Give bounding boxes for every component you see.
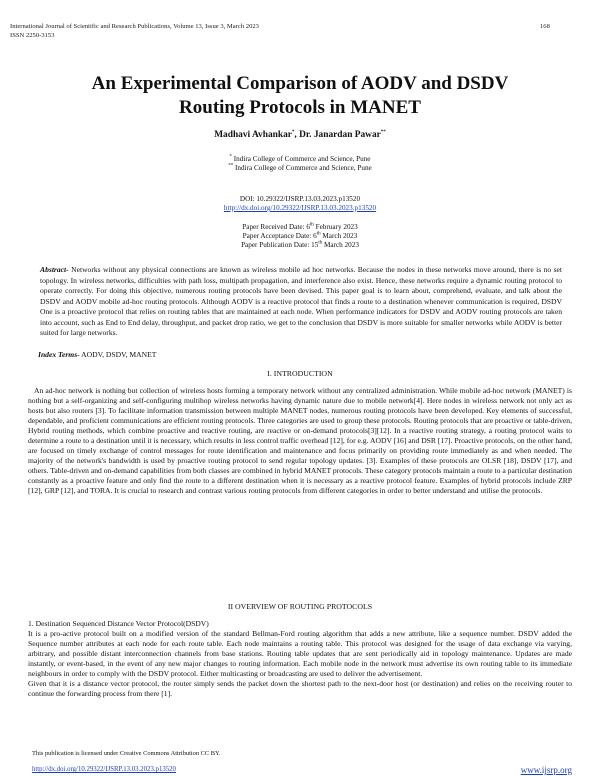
affiliation-1-mark: * xyxy=(229,154,232,160)
index-terms-label: Index Terms xyxy=(38,350,78,359)
paper-title xyxy=(0,72,600,120)
footer-doi-link[interactable]: http://dx.doi.org/10.29322/IJSRP.13.03.2023.p13520 xyxy=(32,766,176,773)
author-2: Dr. Janardan Pawar xyxy=(299,130,381,140)
section-heading-introduction: I. INTRODUCTION xyxy=(267,369,333,378)
date-received-rest: February 2023 xyxy=(313,223,358,231)
doi-link[interactable]: http://dx.doi.org/10.29322/IJSRP.13.03.2023.p13520 xyxy=(223,204,377,212)
date-published-label: Paper Publication Date: 15 xyxy=(241,241,319,249)
abstract-label: Abstract- xyxy=(40,265,69,274)
doi-label: DOI: 10.29322/IJSRP.13.03.2023.p13520 xyxy=(239,195,361,203)
dsdv-paragraph-1: It is a pro-active protocol built on a modified version of the standard Bellman-Ford routing algorithm that adds a new attribute, like a sequence number. DSDV added the Sequence number attributes at each node for each route table. Each node maintains a routing table. This protocol was designed for the usage of data exchange via varying, arbitrary, and possible distant interconnection channels from base stations. Routing table updates that are sent periodically aid in topology maintenance. Updates are made instantly, or event-based, in the event of any new major changes to routing information. Each mobile node in the network must advertise its own routing table to its immediate neighbours in order to comply with the DSDV protocol. Either multicasting or broadcasting are used to deliver the advertisement. xyxy=(28,629,572,678)
date-accepted-label: Paper Acceptance Date: 6 xyxy=(242,232,317,240)
abstract xyxy=(40,265,562,339)
affiliation-2-text: Indira College of Commerce and Science, Pune xyxy=(233,164,372,172)
introduction-paragraph: An ad-hoc network is nothing but collection of wireless hosts forming a temporary network without any centralized administration. While mobile ad-hoc network (MANET) is nothing but a self-organizing and self-configuring multihop wireless networks having dynamic nature due to mobile network[4]. Here nodes in wireless network not only act as hosts but also routers [3]. To facilitate information transmission between multiple MANET nodes, numerous routing protocols have been developed. Key elements of successful, dependable, and proficient communications are efficient routing protocols. Three categories are used to group these protocols. Routing protocols that are proactive or table-driven, Hybrid routing methods, which combine proactive and reactive routing, are reactive or on-demand protocols[3][12]. In a reactive routing strategy, a routing protocol waits to determine a route to a destination until it is necessary, which results in less control traffic overhead [12], for e.g. AODV [16] and DSR [17]. Proactive protocols, on the other hand, are focused on timely exchange of control messages for route identification and maintenance and focus primarily on providing route immediately as and when needed. The majority of the network's bandwidth is used by proactive routing protocol to send regular topology updates. [3]. Examples of these protocols are OLSR [18], DSDV [17], and others. Table-driven and on-demand capabilities from both classes are combined in hybrid MANET protocols. These category protocols maintain a route to a particular destination constantly as a proactive feature and only find the route to a different destination when it is necessary as a reactive protocol feature. Examples of hybrid protocols include ZRP [12], GRP [12], and TORA. It is crucial to research and contrast various routing protocols from different categories in order to better understand and utilise the protocols. xyxy=(28,386,572,495)
issn: ISSN 2250-3153 xyxy=(10,32,55,39)
authors xyxy=(0,130,600,140)
footer-site-link[interactable]: www.ijsrp.org xyxy=(520,765,572,775)
license-note: This publication is licensed under Creative Commons Attribution CC BY. xyxy=(32,750,221,757)
dsdv-paragraph-2: Given that it is a distance vector protocol, the router simply sends the packet down the shortest path to the next-door host (or destination) and relies on the receiving router to continue the forwarding process from there [1]. xyxy=(28,679,572,698)
author-1-mark: * xyxy=(291,129,295,135)
doi-link-wrap xyxy=(0,204,600,213)
dsdv-section xyxy=(28,619,572,699)
date-accepted-rest: March 2023 xyxy=(320,232,358,240)
author-separator: , xyxy=(294,130,300,140)
date-received-sup: th xyxy=(309,222,314,228)
date-accepted-sup: th xyxy=(316,231,321,237)
abstract-text: Networks without any physical connections are known as wireless mobile ad hoc networks. Because the nodes in these networks move around, there is no set topology. In wireless networks, difficulties with path loss, multipath propagation, and interference also exist. Hence, these networks require a dynamic routing protocol to operate correctly. For doing this objective, numerous routing protocols have been devised. This paper goal is to learn about, comprehend, evaluate, and talk about the DSDV and AODV mobile ad-hoc routing protocols. Although AODV is a reactive protocol that finds a route to a destination whenever communication is required, DSDV One is a proactive protocol that relies on routing tables that are maintained at each node. When performance indicators for DSDV and AODV routing protocols are taken into account, such as End to End delay, throughput, and packet drop ratio, we get to the conclusion that DSDV is more suitable for smaller networks while AODV is better suited for large networks. xyxy=(40,265,562,337)
date-published-rest: March 2023 xyxy=(322,241,359,249)
title-line-1: An Experimental Comparison of AODV and DSDV xyxy=(91,73,509,94)
date-received xyxy=(0,223,600,232)
date-accepted xyxy=(0,232,600,241)
affiliation-2-mark: ** xyxy=(228,163,234,169)
affiliation-2 xyxy=(0,164,600,173)
affiliation-1-text: Indira College of Commerce and Science, Pune xyxy=(231,155,371,163)
page-number: 168 xyxy=(540,23,550,30)
date-received-label: Paper Received Date: 6 xyxy=(242,223,310,231)
section-heading-overview: II OVERVIEW OF ROUTING PROTOCOLS xyxy=(227,602,373,611)
date-published-sup: th xyxy=(318,240,323,246)
journal-header: International Journal of Scientific and Research Publications, Volume 13, Issue 3, March 2023 xyxy=(10,23,259,30)
author-1: Madhavi Avhankar xyxy=(214,130,292,140)
introduction-body xyxy=(28,386,572,496)
dsdv-heading: 1. Destination Sequenced Distance Vector Protocol(DSDV) xyxy=(28,619,209,628)
footer-site-wrap xyxy=(521,765,572,775)
author-2-mark: ** xyxy=(380,129,386,135)
index-terms-text: - AODV, DSDV, MANET xyxy=(77,350,157,359)
title-line-2: Routing Protocols in MANET xyxy=(179,97,421,118)
affiliation-1 xyxy=(0,155,600,164)
date-published xyxy=(0,241,600,250)
footer-doi-wrap xyxy=(32,766,176,775)
index-terms xyxy=(38,350,156,359)
